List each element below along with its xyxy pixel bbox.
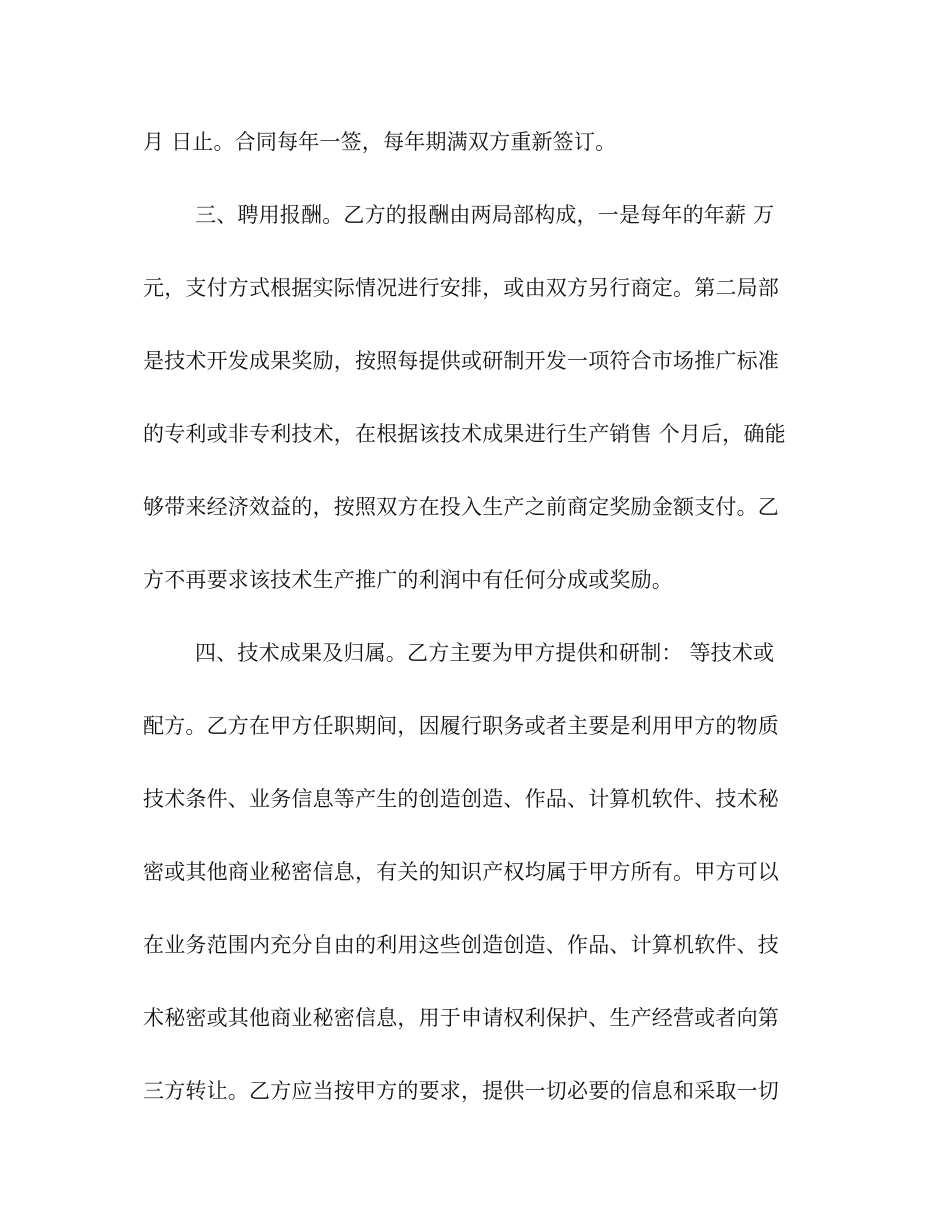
text-line-4: 是技术开发成果奖励，按照每提供或研制开发一项符合市场推广标准 xyxy=(143,349,779,373)
text-line-9: 配方。乙方在甲方任职期间，因履行职务或者主要是利用甲方的物质 xyxy=(143,714,779,738)
text-line-6: 够带来经济效益的，按照双方在投入生产之前商定奖励金额支付。乙 xyxy=(143,495,779,519)
clause-3-heading-line: 三、聘用报酬。乙方的报酬由两局部构成，一是每年的年薪 万 xyxy=(195,203,775,227)
text-line-13: 术秘密或其他商业秘密信息，用于申请权利保护、生产经营或者向第 xyxy=(143,1006,779,1030)
text-line-12: 在业务范围内充分自由的利用这些创造创造、作品、计算机软件、技 xyxy=(143,933,779,957)
text-line-5: 的专利或非专利技术，在根据该技术成果进行生产销售 个月后，确能 xyxy=(143,422,786,446)
text-line-1: 月 日止。合同每年一签，每年期满双方重新签订。 xyxy=(143,130,617,154)
text-line-14: 三方转让。乙方应当按甲方的要求，提供一切必要的信息和采取一切 xyxy=(143,1079,779,1103)
text-line-10: 技术条件、业务信息等产生的创造创造、作品、计算机软件、技术秘 xyxy=(143,787,779,811)
clause-4-heading-line: 四、技术成果及归属。乙方主要为甲方提供和研制： 等技术或 xyxy=(195,641,775,665)
contract-text-body xyxy=(143,122,808,1144)
text-line-7: 方不再要求该技术生产推广的利润中有任何分成或奖励。 xyxy=(143,568,673,592)
text-line-3: 元，支付方式根据实际情况进行安排，或由双方另行商定。第二局部 xyxy=(143,276,779,300)
text-line-11: 密或其他商业秘密信息，有关的知识产权均属于甲方所有。甲方可以 xyxy=(143,860,779,884)
